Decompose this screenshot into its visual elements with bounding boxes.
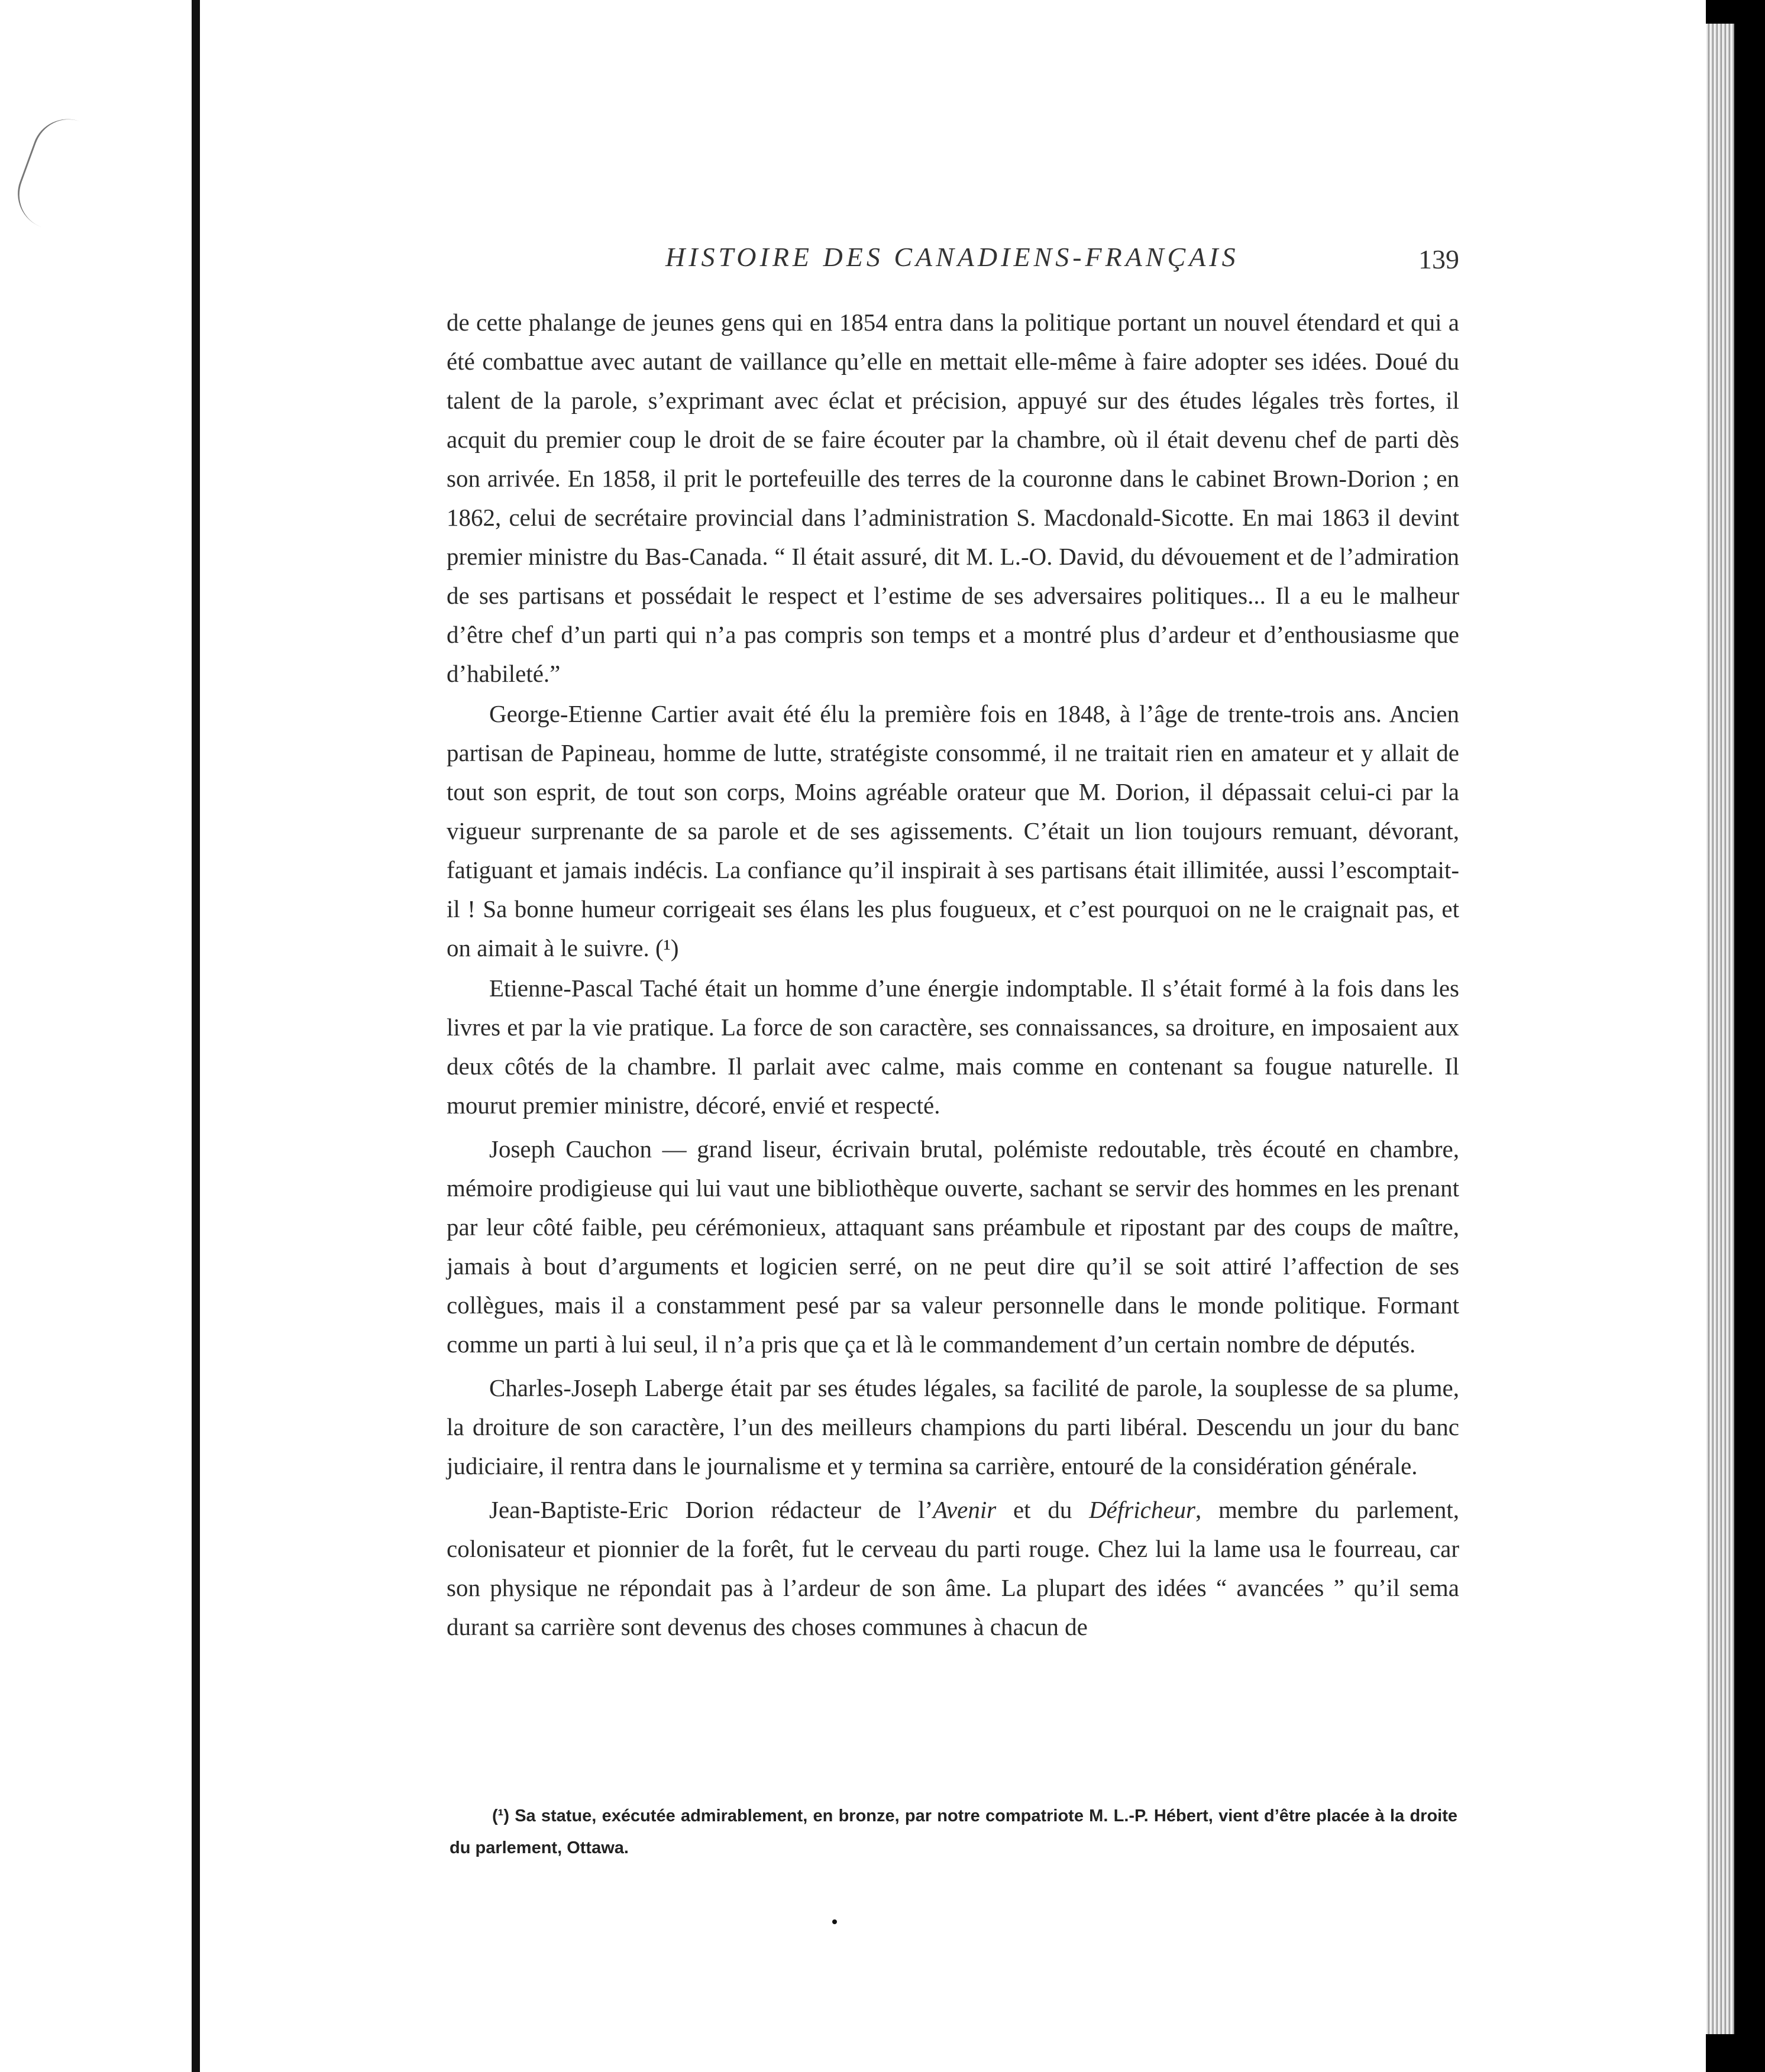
- facing-page: [0, 0, 192, 2072]
- paragraph: de cette phalange de jeunes gens qui en 1854 entra dans la politique portant un nouvel étendard et qui a été combattue avec autant de vaillance qu’elle en mettait elle-même à faire adopter ses idées. Doué du talent de la parole, s’exprimant avec éclat et précision, appuyé sur des études légales très fortes, il acquit du premier coup le droit de se faire écouter par la chambre, où il était devenu chef de parti dès son arrivée. En 1858, il prit le portefeuille des terres de la couronne dans le cabinet Brown-Dorion ; en 1862, celui de secrétaire provincial dans l’administration S. Macdonald-Sicotte. En mai 1863 il devint premier ministre du Bas-Canada. “ Il était assuré, dit M. L.-O. David, du dévouement et de l’admiration de ses partisans et possédait le respect et l’estime de ses adversaires politiques... Il a eu le malheur d’être chef d’un parti qui n’a pas compris son temps et a montré plus d’ardeur et d’enthousiasme que d’habileté.”: [447, 309, 1459, 687]
- paragraph: George-Etienne Cartier avait été élu la première fois en 1848, à l’âge de trente-trois ans. Ancien partisan de Papineau, homme de lutte, stratégiste consommé, il ne traitait rien en amateur et y allait de tout son esprit, de tout son corps, Moins agréable orateur que M. Dorion, il dépassait celui-ci par la vigueur surprenante de sa parole et de ses agissements. C’était un lion toujours remuant, dévorant, fatiguant et jamais indécis. La confiance qu’il inspirait à ses partisans était illimitée, aussi l’escomptait-il ! Sa bonne humeur corrigeait ses élans les plus fougueux, et c’est pourquoi on ne le craignait pas, et on aimait à le suivre. (¹): [447, 700, 1459, 961]
- page-mark: [8, 109, 115, 240]
- body-text: [447, 303, 1459, 1646]
- paragraph: [447, 1490, 1459, 1646]
- book-gutter: [192, 0, 200, 2072]
- paragraph: Etienne-Pascal Taché était un homme d’une énergie indomptable. Il s’était formé à la fois dans les livres et par la vie pratique. La force de son caractère, ses connaissances, sa droiture, en imposaient aux deux côtés de la chambre. Il parlait avec calme, mais comme en contenant sa fougue naturelle. Il mourut premier ministre, décoré, envié et respecté.: [447, 975, 1459, 1119]
- running-title: HISTOIRE DES CANADIENS-FRANÇAIS: [665, 242, 1239, 272]
- paragraph: Charles-Joseph Laberge était par ses études légales, sa facilité de parole, la souplesse de sa plume, la droiture de son caractère, l’un des meilleurs champions du parti libéral. Descendu un jour du banc judiciaire, il rentra dans le journalisme et y termina sa carrière, entouré de la considération générale.: [447, 1374, 1459, 1479]
- text-run: et du: [996, 1496, 1090, 1523]
- paragraph: Joseph Cauchon — grand liseur, écrivain brutal, polémiste redoutable, très écouté en chambre, mémoire prodigieuse qui lui vaut une bibliothèque ouverte, sachant se servir des hommes en les prenant par leur côté faible, peu cérémonieux, attaquant sans préambule et ripostant par des coups de maître, jamais à bout d’arguments et logicien serré, on ne peut dire qu’il se soit attiré l’affection de ses collègues, mais il a constamment pesé par sa valeur personnelle dans le monde politique. Formant comme un parti à lui seul, il n’a pris que ça et là le commandement d’un certain nombre de députés.: [447, 1135, 1459, 1358]
- journal-title: Défricheur: [1089, 1496, 1195, 1523]
- page-edges: [1706, 24, 1734, 2034]
- text-run: , membre du parlement, colonisateur et pionnier de la forêt, fut le cerveau du parti rouge. Chez lui la lame usa le fourreau, car son physique ne répondait pas à l’ardeur de son âme. La plupart des idées “ avancées ” qu’il sema durant sa carrière sont devenus des choses communes à chacun de: [447, 1496, 1459, 1640]
- page-number: 139: [1418, 244, 1459, 274]
- footnote-text: (¹) Sa statue, exécutée admirablement, en bronze, par notre compatriote M. L.-P. Hébert, vient d’être placée à la droite du parlement, Ottawa.: [450, 1806, 1457, 1857]
- scan-border: [1734, 0, 1765, 2072]
- text-run: Jean-Baptiste-Eric Dorion rédacteur de l’: [489, 1496, 933, 1523]
- ink-dot: [832, 1919, 837, 1924]
- footnote: [450, 1800, 1457, 1864]
- journal-title: Avenir: [933, 1496, 997, 1523]
